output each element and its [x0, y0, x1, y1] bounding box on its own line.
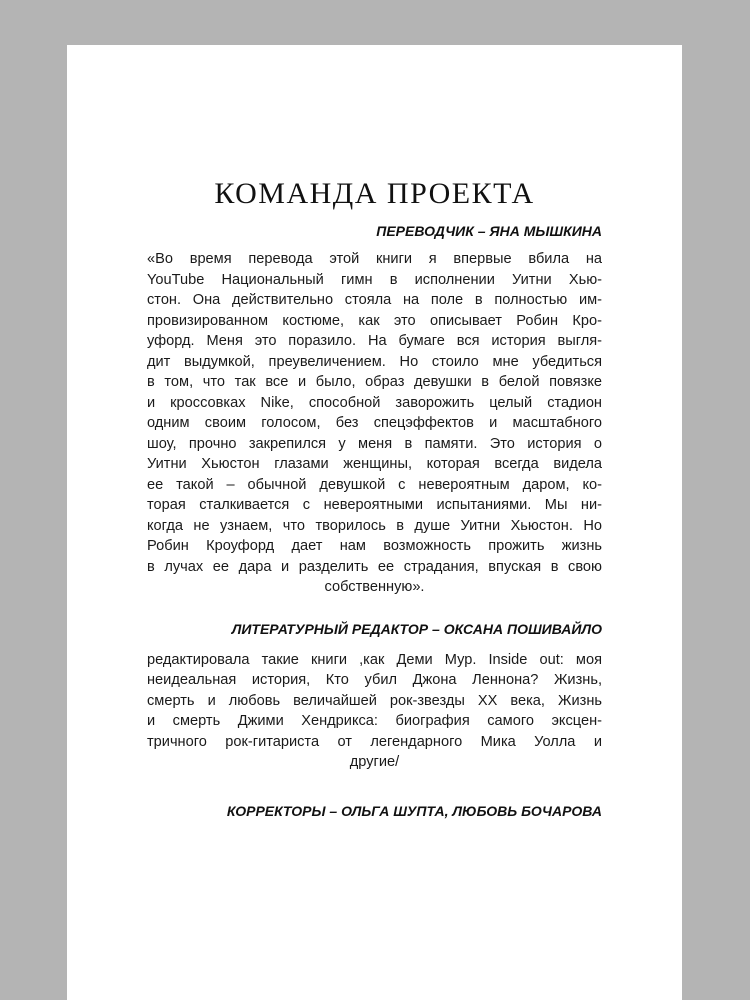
role-editor: ЛИТЕРАТУРНЫЙ РЕДАКТОР – ОКСАНА ПОШИВАЙЛО: [231, 620, 602, 637]
paragraph-line: в лучах ее дара и разделить ее страдания, впуская в свою: [147, 558, 602, 575]
paragraph-line: когда не узнаем, что творилось в душе Уитни Хьюстон. Но: [147, 517, 602, 534]
paragraph-line: неидеальная история, Кто убил Джона Леннона? Жизнь,: [147, 672, 602, 688]
paragraph-line: стон. Она действительно стояла на поле в полностью им-: [147, 292, 602, 308]
paragraph-line: собственную».: [324, 579, 425, 595]
paragraph-line: смерть и любовь величайшей рок-звезды XX века, Жизнь: [147, 692, 602, 709]
paragraph-line: Уитни Хьюстон глазами женщины, которая всегда видела: [147, 456, 602, 472]
paragraph-line: торая сталкивается с невероятными испытаниями. Мы ни-: [147, 497, 602, 513]
paragraph-line: другие/: [349, 754, 400, 770]
book-page: [67, 45, 682, 1000]
paragraph-line: Робин Кроуфорд дает нам возможность прожить жизнь: [147, 538, 602, 554]
paragraph-line: и кроссовках Nike, способной заворожить целый стадион: [147, 394, 602, 411]
translator-paragraph: [147, 249, 602, 598]
role-proofreaders: КОРРЕКТОРЫ – ОЛЬГА ШУПТА, ЛЮБОВЬ БОЧАРОВА: [226, 802, 602, 819]
page-title: КОМАНДА ПРОЕКТА: [214, 177, 535, 210]
paragraph-line: тричного рок-гитариста от легендарного Мика Уолла и: [147, 733, 602, 750]
paragraph-line: ее такой – обычной девушкой с невероятным даром, ко-: [147, 476, 602, 493]
paragraph-line: уфорд. Меня это поразило. На бумаге вся история выгля-: [147, 333, 602, 349]
role-translator: ПЕРЕВОДЧИК – ЯНА МЫШКИНА: [376, 223, 602, 239]
paragraph-line: редактировала такие книги ,как Деми Мур. Inside out: моя: [147, 651, 602, 668]
paragraph-line: «Во время перевода этой книги я впервые вбила на: [147, 251, 602, 267]
paragraph-line: шоу, прочно закрепился у меня в памяти. Это история о: [147, 435, 602, 452]
editor-paragraph: [147, 650, 602, 773]
paragraph-line: в том, что так все и было, образ девушки в белой повязке: [147, 374, 602, 390]
paragraph-line: и смерть Джими Хендрикса: биография самого эксцен-: [147, 713, 602, 729]
paragraph-line: одним своим голосом, без спецэффектов и масштабного: [147, 415, 602, 431]
page-content: [147, 177, 602, 819]
paragraph-line: YouTube Национальный гимн в исполнении Уитни Хью-: [147, 271, 602, 288]
paragraph-line: дит выдумкой, преувеличением. Но стоило мне убедиться: [147, 353, 602, 370]
paragraph-line: провизированном костюме, как это описывает Робин Кро-: [147, 312, 602, 329]
